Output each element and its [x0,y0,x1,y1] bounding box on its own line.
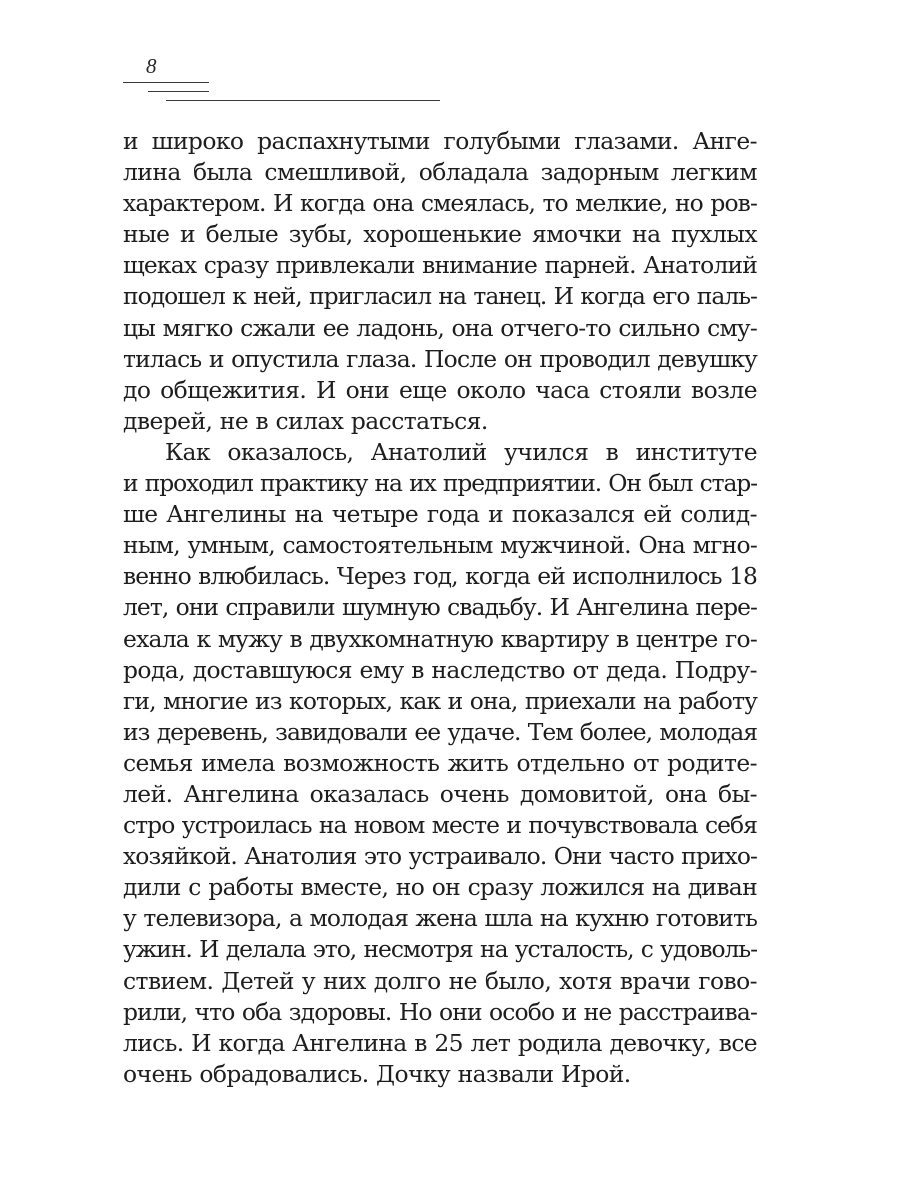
header-rule-middle [148,91,209,92]
text-line: характером. И когда она смеялась, то мелкие, но ров- [123,189,757,218]
text-line: ужин. И делала это, несмотря на усталость, с удоволь- [123,935,757,964]
text-line: ные и белые зубы, хорошенькие ямочки на пухлых [123,220,757,249]
text-line: лет, они справили шумную свадьбу. И Ангелина пере- [123,593,757,622]
text-line: щеках сразу привлекали внимание парней. Анатолий [123,251,757,280]
text-line: дверей, не в силах расстаться. [123,406,488,435]
text-line: лись. И когда Ангелина в 25 лет родила девочку, все [123,1028,757,1057]
text-line: стро устроилась на новом месте и почувствовала себя [123,811,757,840]
text-line: подошел к ней, пригласил на танец. И когда его паль- [123,282,757,311]
text-line: ным, умным, самостоятельным мужчиной. Она мгно- [123,531,757,560]
paragraph-2 [123,437,757,1090]
header-rule-top [123,82,209,83]
text-line: до общежития. И они еще около часа стояли возле [123,375,757,404]
text-line: ше Ангелины на четыре года и показался ей солид- [123,500,757,529]
text-line: ехала к мужу в двухкомнатную квартиру в центре го- [123,624,757,653]
text-line: цы мягко сжали ее ладонь, она отчего-то сильно сму- [123,313,757,342]
text-line: венно влюбилась. Через год, когда ей исполнилось 18 [123,562,757,591]
text-line: дили с работы вместе, но он сразу ложился на диван [123,873,757,902]
text-line: и широко распахнутыми голубыми глазами. Анге- [123,127,757,155]
text-line: лина была смешливой, обладала задорным легким [123,158,757,187]
text-line: рода, доставшуюся ему в наследство от деда. Подру- [123,655,757,684]
text-line: лей. Ангелина оказалась очень домовитой, она бы- [123,779,757,808]
text-line: очень обрадовались. Дочку назвали Ирой. [123,1059,631,1088]
text-line: Как оказалось, Анатолий учился в институте [165,437,757,466]
paragraph-1 [123,126,757,437]
text-line: тилась и опустила глаза. После он проводил девушку [123,344,757,373]
text-line: из деревень, завидовали ее удаче. Тем более, молодая [123,717,757,746]
text-line: хозяйкой. Анатолия это устраивало. Они часто прихо- [123,842,757,871]
text-line: рили, что оба здоровы. Но они особо и не расстраива- [123,997,757,1026]
text-line: у телевизора, а молодая жена шла на кухню готовить [123,904,757,933]
body-text [123,126,757,1090]
text-line: и проходил практику на их предприятии. Он был стар- [123,469,757,498]
text-line: семья имела возможность жить отдельно от родите- [123,748,757,777]
header-rule-bottom [166,100,440,101]
page-number: 8 [146,54,157,78]
text-line: ствием. Детей у них долго не было, хотя врачи гово- [123,966,757,995]
text-line: ги, многие из которых, как и она, приехали на работу [123,686,757,715]
